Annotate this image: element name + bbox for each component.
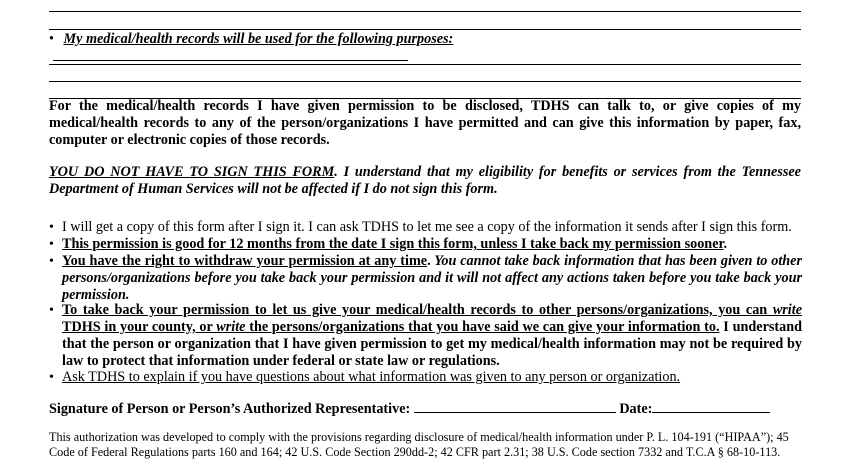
purposes-row	[49, 31, 801, 66]
no-sign-paragraph	[49, 164, 801, 198]
hipaa-footer: This authorization was developed to comply with the provisions regarding disclosure of medical/health information under P. L. 104-191 (“HIPAA”); 45 Code of Federal Regulations parts 160 and 164; 42 U.S. Code Section 290dd-2; 42 CFR part 2.31; 38 U.S. Code section 7332 and T.C.A § 68-10-113.	[49, 430, 789, 459]
bullet-icon: •	[49, 303, 54, 318]
signature-field[interactable]	[414, 400, 616, 413]
date-label: Date:	[615, 401, 653, 417]
bullet-icon: •	[49, 220, 54, 235]
withdraw-right-period: .	[427, 253, 431, 269]
take-back-detail: I understand that the person or organization that I have given permission to get my medical/health information may not be required by law to protect that information under federal or state law or regulations.	[62, 319, 802, 369]
blank-line-1[interactable]	[49, 11, 801, 12]
blank-line-2[interactable]	[49, 29, 801, 30]
bullet-ask-tdhs: Ask TDHS to explain if you have questions about what information was given to any person or organization.	[62, 369, 681, 385]
bullet-icon: •	[49, 237, 54, 252]
take-back-text-1: To take back your permission to let us give your medical/health records to other persons/organizations, you can	[62, 302, 773, 318]
withdraw-right-text: You have the right to withdraw your permission at any time	[62, 253, 428, 269]
take-back-write-2: write	[216, 319, 246, 335]
bullet-icon: •	[49, 254, 54, 269]
purposes-line-3[interactable]	[49, 81, 801, 82]
permission-duration-period: .	[723, 236, 728, 252]
bullet-take-back	[62, 302, 802, 370]
no-sign-period: .	[334, 164, 338, 180]
date-field[interactable]	[652, 400, 770, 413]
take-back-text-2: TDHS in your county, or	[62, 319, 217, 335]
permission-duration-text: This permission is good for 12 months from the date I sign this form, unless I take back my permission sooner	[62, 236, 724, 252]
signature-row	[49, 400, 801, 418]
bullet-permission-duration	[62, 236, 802, 253]
bullet-icon: •	[49, 31, 54, 47]
bullet-withdraw-right	[62, 253, 802, 304]
purposes-label: My medical/health records will be used for the following purposes:	[63, 31, 454, 47]
withdraw-right-detail: You cannot take back information that has been given to other persons/organizations before you take back your permission and it will not affect any actions taken before you take back your permission.	[62, 253, 802, 303]
disclosure-paragraph: For the medical/health records I have given permission to be disclosed, TDHS can talk to, or give copies of my medical/health records to any of the person/organizations I have permitted and can give this information by paper, fax, computer or electronic copies of those records.	[49, 98, 801, 148]
bullet-copy-of-form: I will get a copy of this form after I sign it. I can ask TDHS to let me see a copy of the information it sends after I sign this form.	[62, 219, 792, 235]
take-back-text-3: the persons/organizations that you have said we can give your information to.	[245, 319, 720, 335]
signature-label: Signature of Person or Person’s Authorized Representative:	[49, 401, 414, 417]
take-back-write-1: write	[772, 302, 802, 318]
bullet-icon: •	[49, 370, 54, 385]
purposes-line-2[interactable]	[49, 64, 801, 65]
no-sign-text: I understand that my eligibility for benefits or services from the Tennessee Department of Human Services will not be affected if I do not sign this form.	[49, 164, 801, 197]
no-sign-heading: YOU DO NOT HAVE TO SIGN THIS FORM	[49, 164, 335, 180]
purposes-field[interactable]	[53, 48, 408, 61]
